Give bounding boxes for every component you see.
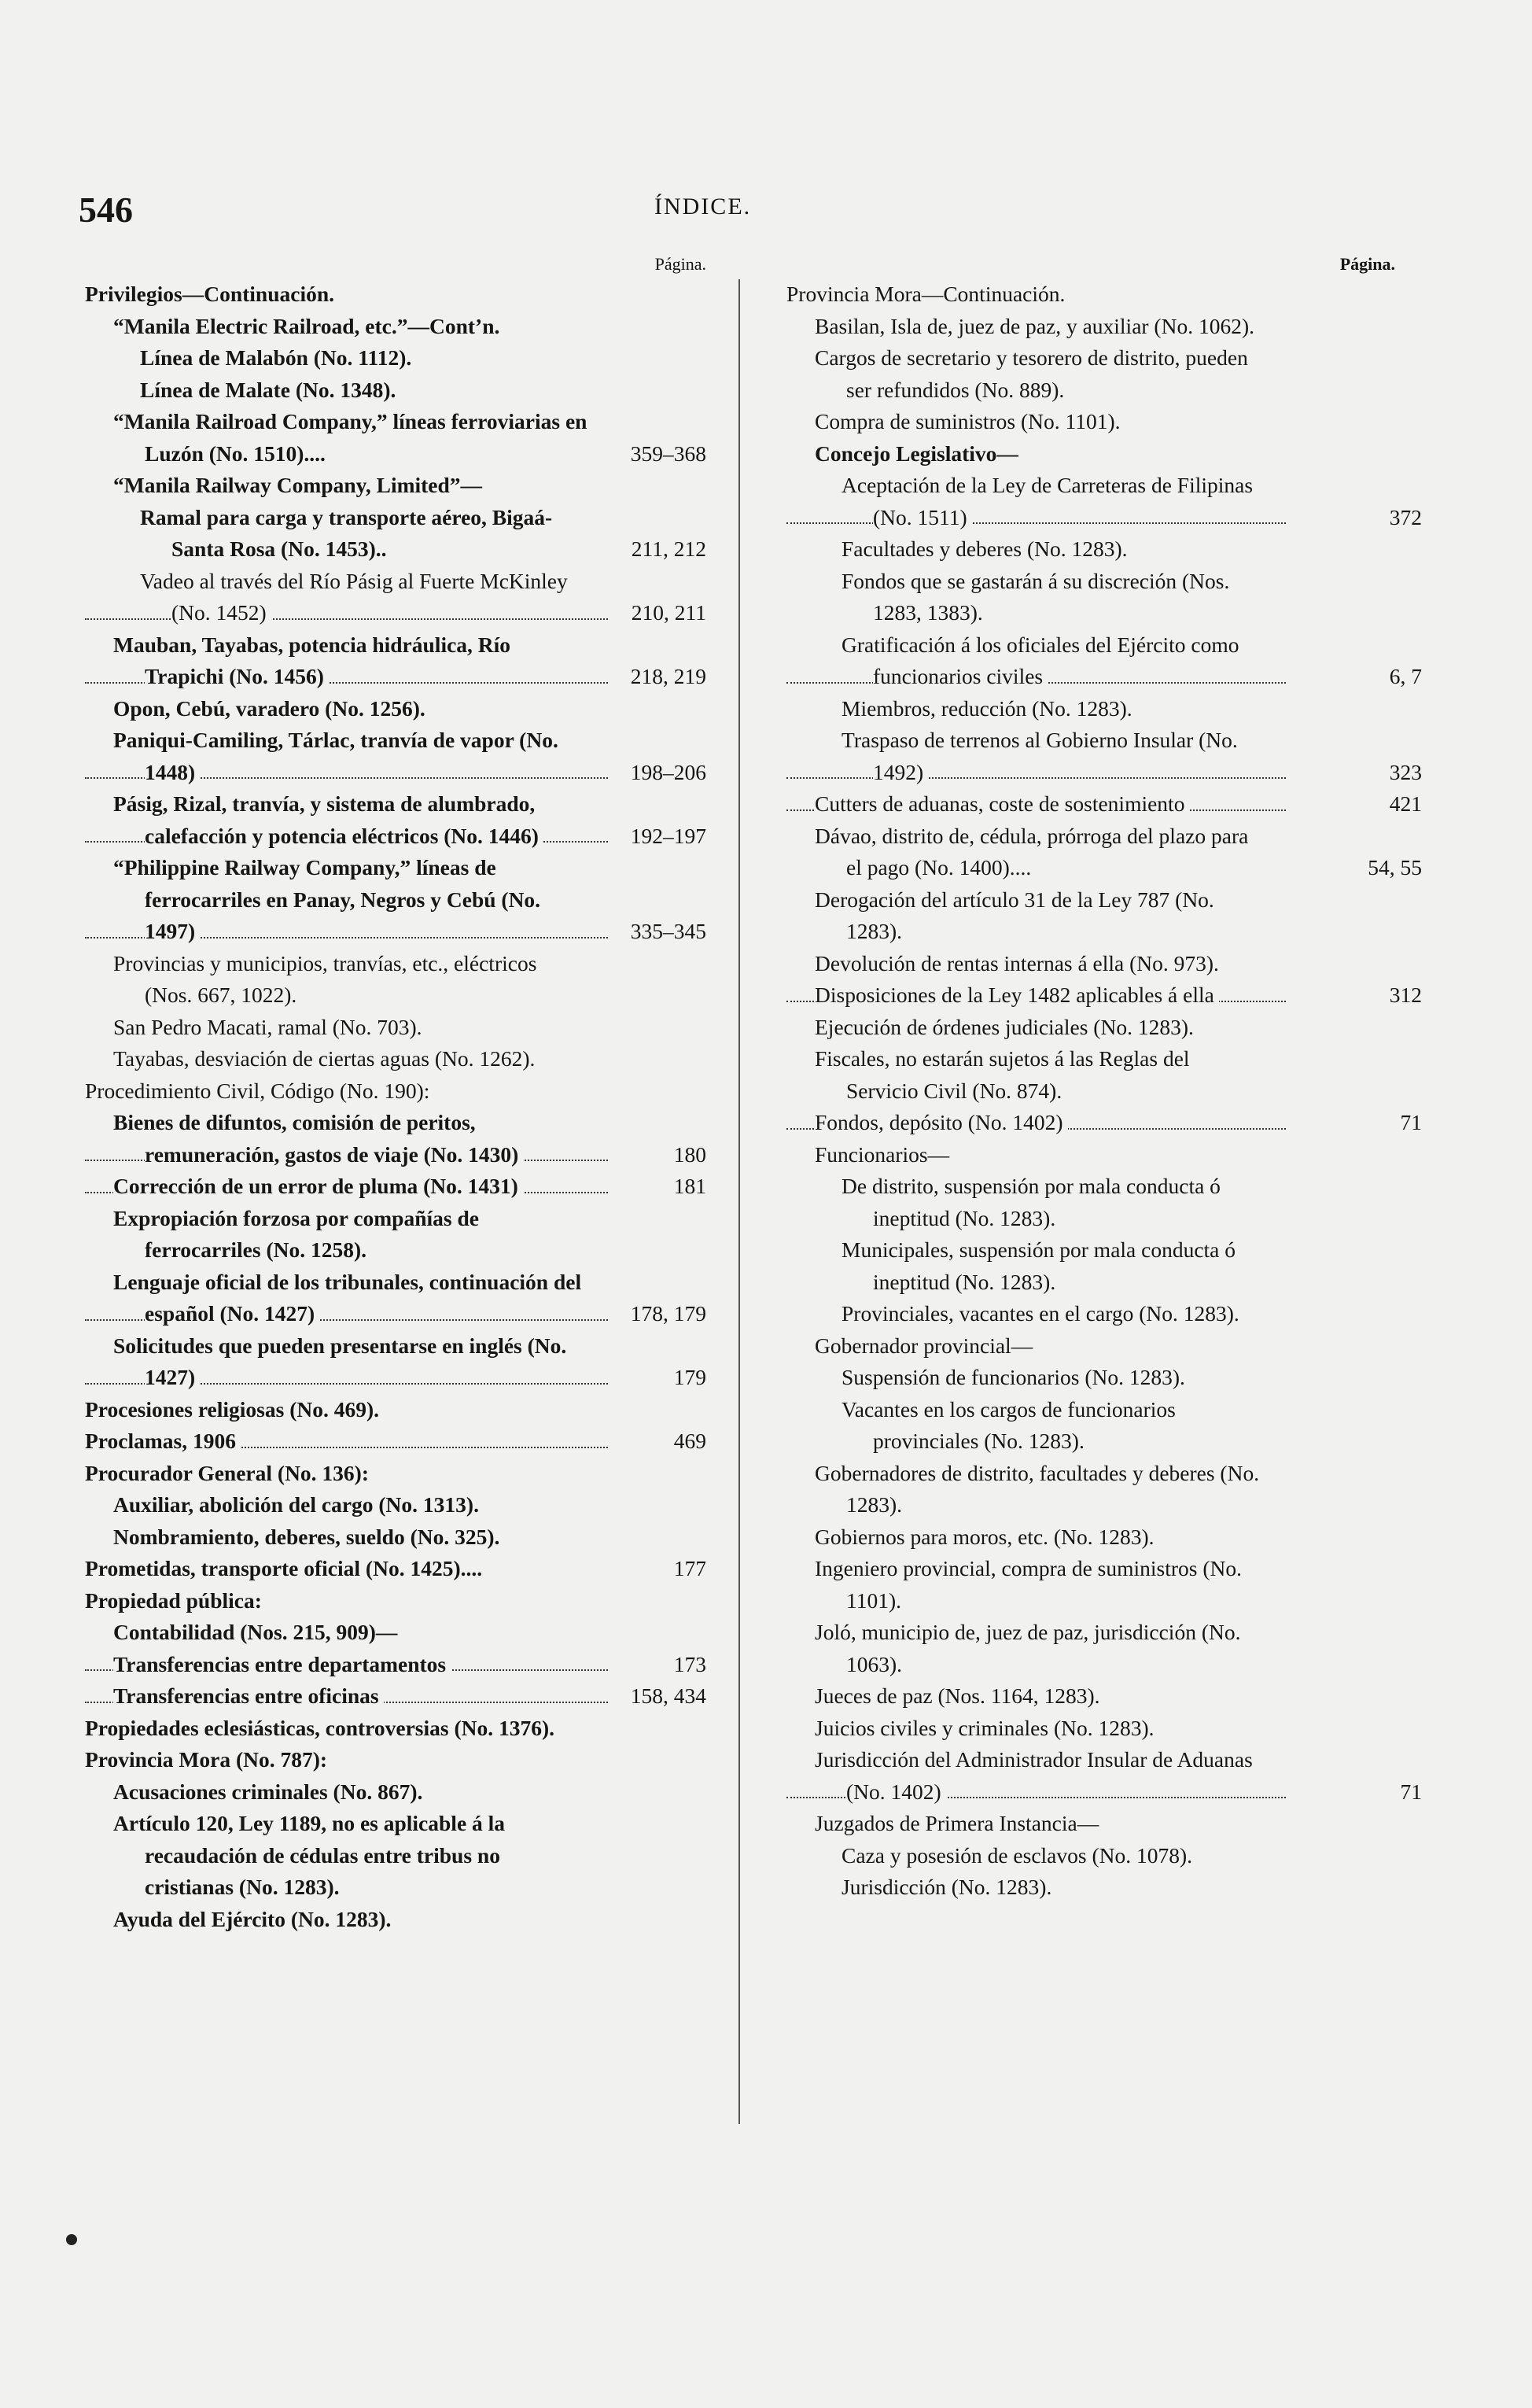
entry-text: Caza y posesión de esclavos (No. 1078). [841, 1842, 1193, 1868]
index-entry [85, 1330, 706, 1394]
entry-text: Ayuda del Ejército (No. 1283). [113, 1906, 392, 1931]
index-entry [85, 948, 706, 1012]
entry-text: Facultades y deberes (No. 1283). [841, 537, 1128, 561]
entry-text: Propiedades eclesiásticas, controversias (No. 1376). [85, 1715, 555, 1740]
index-entry [786, 1298, 1384, 1330]
entry-text: Concejo Legislativo— [815, 441, 1018, 466]
entry-text: Basilan, Isla de, juez de paz, y auxiliar (No. 1062). [815, 313, 1254, 338]
index-entry [786, 948, 1384, 980]
entry-text: Mauban, Tayabas, potencia hidráulica, Río Trapichi (No. 1456) [113, 632, 511, 688]
index-entry [85, 1904, 706, 1936]
entry-text: Dávao, distrito de, cédula, prórroga del plazo para el pago (No. 1400).... [815, 823, 1249, 879]
entry-text: Suspensión de funcionarios (No. 1283). [841, 1365, 1185, 1389]
entry-text: Procesiones religiosas (No. 469). [85, 1396, 380, 1422]
entry-page-ref: 469 [673, 1429, 706, 1453]
index-entry [786, 788, 1422, 820]
index-entry [85, 1203, 706, 1267]
index-entry [786, 1234, 1384, 1298]
entry-text: Artículo 120, Ley 1189, no es aplicable á la recaudación de cédulas entre tribus no cristianas (No. 1283). [113, 1811, 506, 1899]
index-entry [85, 1744, 706, 1776]
entry-text: Paniqui-Camiling, Tárlac, tranvía de vapor (No. 1448) [113, 728, 558, 784]
index-entry [85, 1012, 706, 1044]
index-entry [85, 1680, 706, 1713]
entry-text: Procedimiento Civil, Código (No. 190): [85, 1078, 430, 1103]
entry-text: San Pedro Macati, ramal (No. 703). [113, 1014, 422, 1039]
entry-page-ref: 323 [1389, 759, 1422, 784]
index-entry [786, 406, 1384, 438]
entry-text: Procurador General (No. 136): [85, 1460, 369, 1485]
index-entry [85, 725, 706, 788]
entry-text: Transferencias entre oficinas [113, 1683, 384, 1708]
entry-text: Contabilidad (Nos. 215, 909)— [113, 1620, 398, 1644]
right-column [786, 250, 1422, 1904]
right-column-heading: Página. [1339, 254, 1395, 274]
entry-text: Lenguaje oficial de los tribunales, continuación del español (No. 1427) [113, 1269, 582, 1326]
index-entry [786, 629, 1422, 693]
index-entry [85, 1776, 706, 1809]
index-entry [85, 788, 706, 852]
entry-page-ref: 180 [673, 1141, 706, 1167]
entry-text: Funcionarios— [815, 1141, 950, 1167]
entry-text: Municipales, suspensión por mala conducta ó ineptitud (No. 1283). [841, 1237, 1236, 1294]
entry-page-ref: 177 [673, 1556, 706, 1580]
entry-text: Juicios civiles y criminales (No. 1283). [815, 1715, 1155, 1740]
entry-page-ref: 54, 55 [1368, 855, 1422, 879]
entry-page-ref: 173 [673, 1651, 706, 1676]
index-entry [85, 1425, 706, 1458]
entry-text: Pásig, Rizal, tranvía, y sistema de alumbrado, calefacción y potencia eléctricos (No. 1446) [113, 791, 543, 848]
index-entry [786, 278, 1384, 311]
index-entry [786, 1171, 1384, 1234]
index-entry [786, 533, 1384, 566]
index-entry [786, 1680, 1384, 1713]
left-column [85, 250, 706, 1935]
entry-text: Aceptación de la Ley de Carreteras de Filipinas (No. 1511) [841, 473, 1254, 529]
index-entry [786, 566, 1384, 629]
entry-text: Prometidas, transporte oficial (No. 1425).... [85, 1556, 483, 1580]
entry-text: Fondos que se gastarán á su discreción (Nos. 1283, 1383). [841, 568, 1230, 625]
entry-text: De distrito, suspensión por mala conducta ó ineptitud (No. 1283). [841, 1174, 1221, 1230]
index-entry [85, 1043, 706, 1075]
entry-page-ref: 179 [673, 1365, 706, 1389]
entry-text: Gobernadores de distrito, facultades y deberes (No. 1283). [815, 1460, 1260, 1517]
index-entry [85, 693, 706, 725]
entry-text: Juzgados de Primera Instancia— [815, 1811, 1099, 1835]
index-entry [786, 1012, 1384, 1044]
entry-text: Propiedad pública: [85, 1588, 262, 1613]
entry-page-ref: 198–206 [630, 759, 706, 784]
entry-text: Corrección de un error de pluma (No. 1431) [113, 1174, 523, 1198]
index-entry [85, 502, 706, 566]
index-entry [85, 1585, 706, 1617]
entry-page-ref: 211, 212 [631, 537, 706, 561]
entry-text: Derogación del artículo 31 de la Ley 787 (No. 1283). [815, 887, 1214, 943]
index-entry [786, 820, 1422, 884]
entry-page-ref: 218, 219 [630, 664, 706, 688]
entry-text: Línea de Malabón (No. 1112). [140, 345, 412, 370]
index-entry [85, 1075, 706, 1108]
entry-text: Acusaciones criminales (No. 867). [113, 1779, 423, 1804]
index-entry [786, 470, 1422, 533]
entry-text: Provincias y municipios, tranvías, etc., eléctricos (Nos. 667, 1022). [113, 950, 537, 1007]
entry-text: Gratificación á los oficiales del Ejército como funcionarios civiles [841, 632, 1239, 688]
entry-text: Solicitudes que pueden presentarse en inglés (No. 1427) [113, 1333, 567, 1389]
index-entry [85, 1521, 706, 1554]
index-entry [786, 1713, 1384, 1745]
entry-text: Joló, municipio de, juez de paz, jurisdicción (No. 1063). [815, 1620, 1241, 1676]
entry-page-ref: 312 [1389, 983, 1422, 1007]
entry-page-ref: 421 [1389, 791, 1422, 816]
entry-text: Traspaso de terrenos al Gobierno Insular (No. 1492) [841, 728, 1238, 784]
entry-text: Gobernador provincial— [815, 1333, 1033, 1358]
index-entry [85, 1107, 706, 1171]
entry-text: “Philippine Railway Company,” líneas de ferrocarriles en Panay, Negros y Cebú (No. 1497) [113, 855, 541, 943]
index-entry [85, 852, 706, 948]
running-head: ÍNDICE. [654, 194, 752, 219]
entry-text: Línea de Malate (No. 1348). [140, 377, 396, 402]
column-rule [738, 279, 740, 2124]
left-column-heading: Página. [654, 254, 706, 274]
entry-page-ref: 71 [1400, 1110, 1422, 1134]
entry-text: Nombramiento, deberes, sueldo (No. 325). [113, 1524, 500, 1549]
entry-text: Ingeniero provincial, compra de suministros (No. 1101). [815, 1556, 1242, 1613]
left-entry-list [85, 278, 706, 1935]
entry-text: Cutters de aduanas, coste de sostenimiento [815, 791, 1189, 816]
entry-page-ref: 178, 179 [630, 1301, 706, 1326]
index-entry [786, 1617, 1384, 1680]
index-entry [786, 1330, 1384, 1363]
index-entry [786, 1458, 1384, 1521]
entry-text: Jurisdicción del Administrador Insular de Aduanas (No. 1402) [815, 1747, 1253, 1804]
entry-page-ref: 6, 7 [1389, 664, 1422, 688]
index-entry [786, 1871, 1384, 1904]
index-entry [786, 438, 1384, 470]
index-entry [85, 374, 706, 407]
entry-text: Bienes de difuntos, comisión de peritos, remuneración, gastos de viaje (No. 1430) [113, 1110, 523, 1167]
index-entry [85, 1267, 706, 1330]
index-entry [786, 1553, 1384, 1617]
entry-text: Disposiciones de la Ley 1482 aplicables á ella [815, 983, 1219, 1007]
right-entry-list [786, 278, 1422, 1904]
entry-text: Proclamas, 1906 [85, 1429, 241, 1453]
entry-text: Fondos, depósito (No. 1402) [815, 1110, 1068, 1134]
index-entry [85, 1617, 706, 1649]
entry-text: Tayabas, desviación de ciertas aguas (No. 1262). [113, 1046, 536, 1071]
index-entry [786, 979, 1422, 1012]
entry-text: Vadeo al través del Río Pásig al Fuerte McKinley (No. 1452) [140, 568, 568, 625]
index-entry [786, 1362, 1384, 1394]
index-entry [786, 1808, 1384, 1840]
index-entry [85, 1553, 706, 1585]
entry-text: Provinciales, vacantes en el cargo (No. 1283). [841, 1301, 1239, 1326]
entry-page-ref: 210, 211 [631, 600, 706, 625]
index-entry [786, 884, 1384, 948]
entry-text: Compra de suministros (No. 1101). [815, 409, 1121, 433]
index-entry [786, 1107, 1422, 1139]
entry-text: “Manila Electric Railroad, etc.”—Cont’n. [113, 313, 500, 338]
index-entry [85, 1713, 706, 1745]
entry-text: Cargos de secretario y tesorero de distrito, pueden ser refundidos (No. 889). [815, 345, 1248, 402]
index-entry [786, 311, 1384, 343]
entry-text: Jurisdicción (No. 1283). [841, 1875, 1052, 1899]
index-entry [786, 1840, 1384, 1872]
entry-text: Privilegios—Continuación. [85, 282, 335, 306]
index-entry [85, 1458, 706, 1490]
index-entry [85, 342, 706, 374]
entry-text: Provincia Mora (No. 787): [85, 1747, 328, 1772]
entry-text: “Manila Railroad Company,” líneas ferroviarias en Luzón (No. 1510).... [113, 409, 587, 466]
index-entry [786, 1043, 1384, 1107]
entry-text: Vacantes en los cargos de funcionarios provinciales (No. 1283). [841, 1396, 1176, 1453]
entry-text: Devolución de rentas internas á ella (No. 973). [815, 950, 1219, 975]
index-entry [85, 406, 706, 470]
entry-text: Auxiliar, abolición del cargo (No. 1313). [113, 1492, 479, 1517]
index-entry [786, 1521, 1384, 1554]
index-entry [85, 470, 706, 502]
index-entry [85, 1808, 706, 1904]
entry-text: Fiscales, no estarán sujetos á las Reglas del Servicio Civil (No. 874). [815, 1046, 1190, 1103]
entry-text: Transferencias entre departamentos [113, 1652, 451, 1676]
entry-page-ref: 181 [673, 1174, 706, 1198]
entry-page-ref: 71 [1400, 1779, 1422, 1804]
entry-text: Ramal para carga y transporte aéreo, Bigaá-Santa Rosa (No. 1453).. [140, 504, 553, 561]
entry-page-ref: 359–368 [630, 441, 706, 466]
index-entry [85, 1489, 706, 1521]
index-entry [786, 693, 1384, 725]
index-entry [786, 1139, 1384, 1171]
ink-speck [66, 2234, 77, 2245]
index-entry [85, 1171, 706, 1203]
entry-page-ref: 158, 434 [630, 1683, 706, 1708]
index-entry [85, 311, 706, 343]
index-entry [85, 629, 706, 693]
entry-text: Ejecución de órdenes judiciales (No. 1283). [815, 1014, 1194, 1039]
entry-text: Gobiernos para moros, etc. (No. 1283). [815, 1524, 1155, 1549]
index-entry [85, 1649, 706, 1681]
index-entry [85, 566, 706, 629]
entry-text: Miembros, reducción (No. 1283). [841, 695, 1132, 721]
entry-text: “Manila Railway Company, Limited”— [113, 473, 483, 497]
index-entry [85, 278, 706, 311]
index-entry [786, 1394, 1384, 1458]
page-number: 546 [79, 190, 133, 230]
index-entry [786, 342, 1384, 406]
index-entry [85, 1394, 706, 1426]
index-entry [786, 1744, 1422, 1808]
index-entry [786, 725, 1422, 788]
entry-text: Provincia Mora—Continuación. [786, 282, 1066, 306]
entry-page-ref: 192–197 [630, 823, 706, 848]
entry-page-ref: 372 [1389, 504, 1422, 529]
entry-text: Expropiación forzosa por compañías de ferrocarriles (No. 1258). [113, 1205, 479, 1262]
entry-text: Jueces de paz (Nos. 1164, 1283). [815, 1683, 1100, 1708]
entry-page-ref: 335–345 [630, 919, 706, 943]
entry-text: Opon, Cebú, varadero (No. 1256). [113, 695, 425, 721]
